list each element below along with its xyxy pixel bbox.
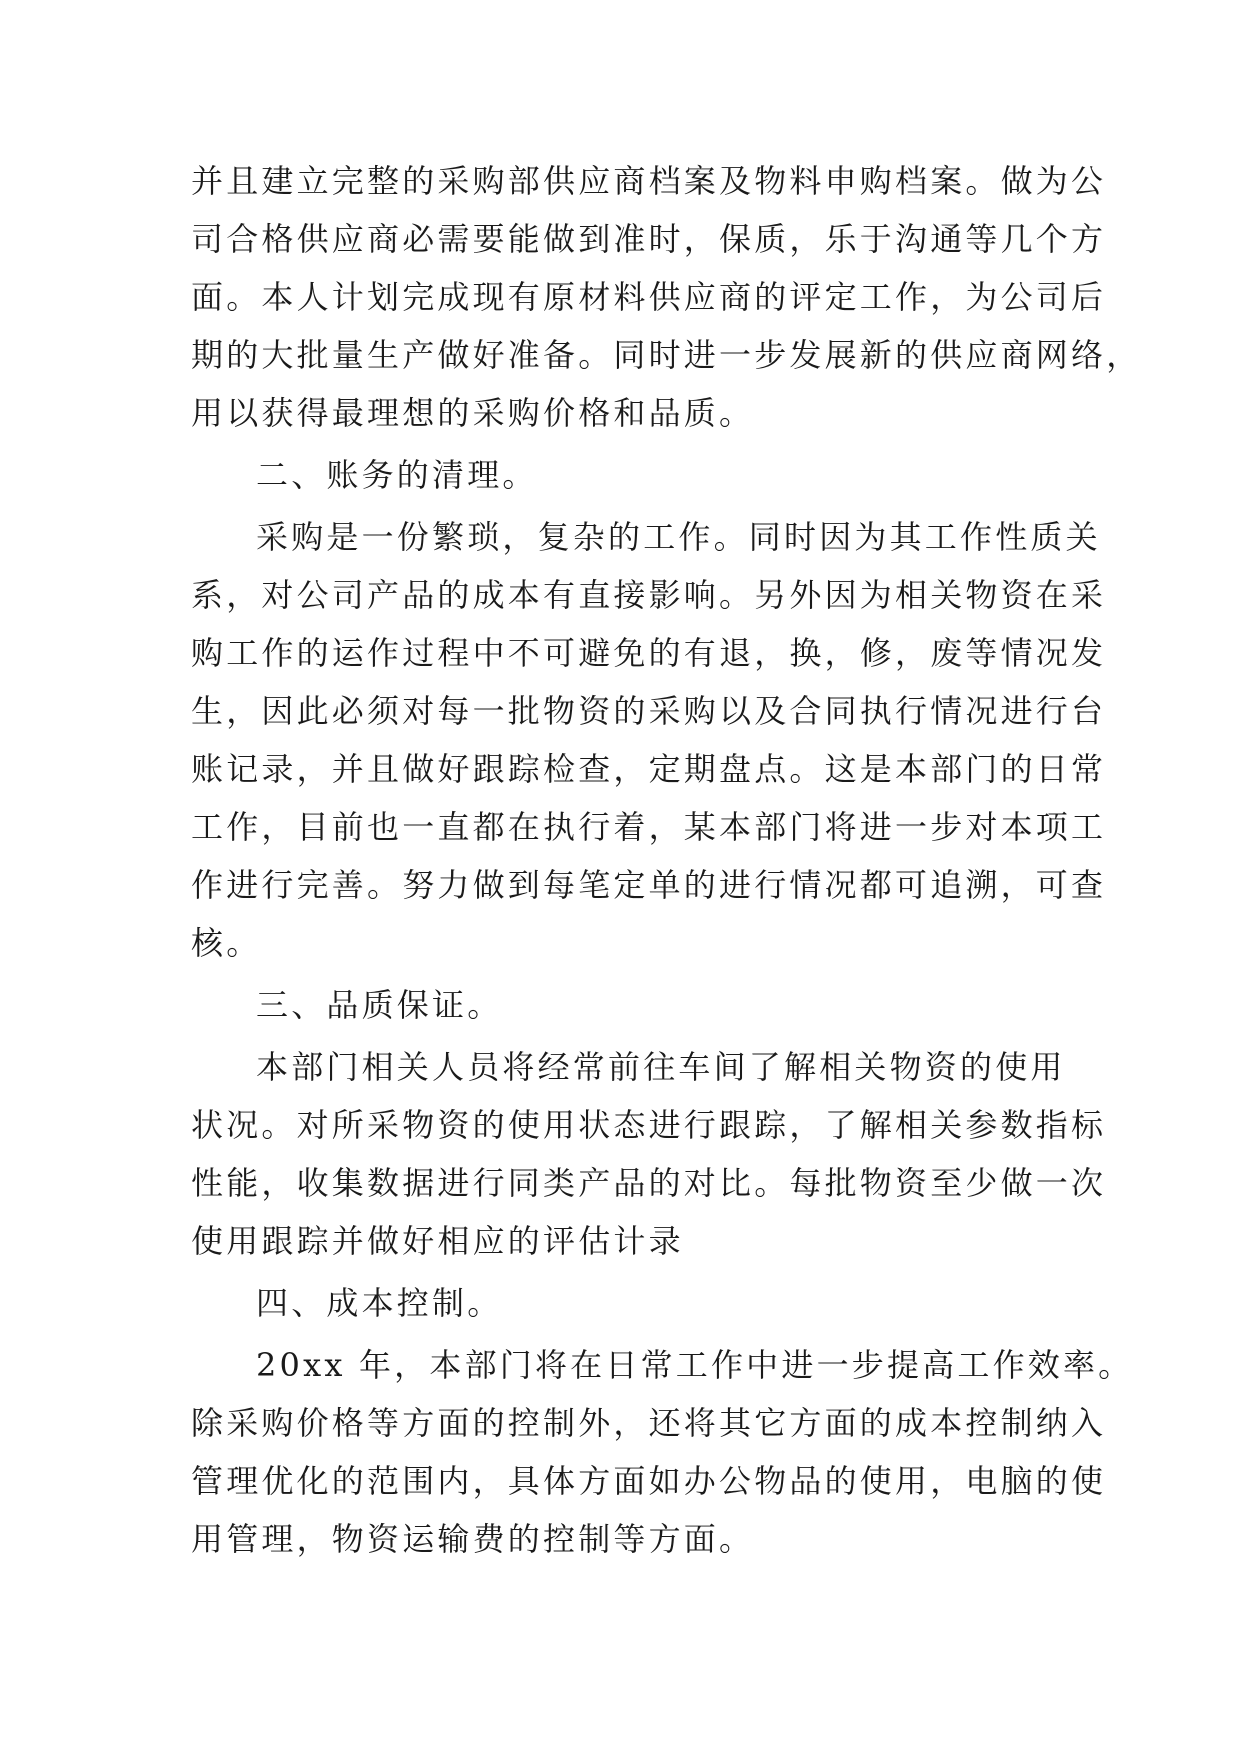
text-line: 司合格供应商必需要能做到准时，保质，乐于沟通等几个方 — [191, 220, 1107, 258]
text-line: 本部门相关人员将经常前往车间了解相关物资的使用 — [256, 1048, 1066, 1086]
text-line: 除采购价格等方面的控制外，还将其它方面的成本控制纳入 — [191, 1404, 1107, 1442]
text-line: 系，对公司产品的成本有直接影响。另外因为相关物资在采 — [191, 576, 1107, 614]
section-heading: 二、账务的清理。 — [256, 456, 538, 494]
section-heading: 四、成本控制。 — [256, 1284, 503, 1322]
text-line: 状况。对所采物资的使用状态进行跟踪，了解相关参数指标 — [191, 1106, 1107, 1144]
text-line: 作进行完善。努力做到每笔定单的进行情况都可追溯，可查 — [191, 866, 1107, 904]
text-line: 购工作的运作过程中不可避免的有退，换，修，废等情况发 — [191, 634, 1107, 672]
text-line: 20xx 年，本部门将在日常工作中进一步提高工作效率。 — [256, 1346, 1134, 1384]
text-line: 生，因此必须对每一批物资的采购以及合同执行情况进行台 — [191, 692, 1107, 730]
text-line: 性能，收集数据进行同类产品的对比。每批物资至少做一次 — [191, 1164, 1107, 1202]
text-line: 期的大批量生产做好准备。同时进一步发展新的供应商网络， — [191, 336, 1142, 374]
text-line: 管理优化的范围内，具体方面如办公物品的使用，电脑的使 — [191, 1462, 1107, 1500]
text-line: 用管理，物资运输费的控制等方面。 — [191, 1520, 755, 1558]
text-line: 并且建立完整的采购部供应商档案及物料申购档案。做为公 — [191, 162, 1107, 200]
text-line: 核。 — [191, 924, 262, 962]
text-line: 采购是一份繁琐，复杂的工作。同时因为其工作性质关 — [256, 518, 1101, 556]
text-line: 工作，目前也一直都在执行着，某本部门将进一步对本项工 — [191, 808, 1107, 846]
text-line: 面。本人计划完成现有原材料供应商的评定工作，为公司后 — [191, 278, 1107, 316]
text-line: 账记录，并且做好跟踪检查，定期盘点。这是本部门的日常 — [191, 750, 1107, 788]
text-line: 用以获得最理想的采购价格和品质。 — [191, 394, 755, 432]
text-line: 使用跟踪并做好相应的评估计录 — [191, 1222, 684, 1260]
section-heading: 三、品质保证。 — [256, 986, 503, 1024]
